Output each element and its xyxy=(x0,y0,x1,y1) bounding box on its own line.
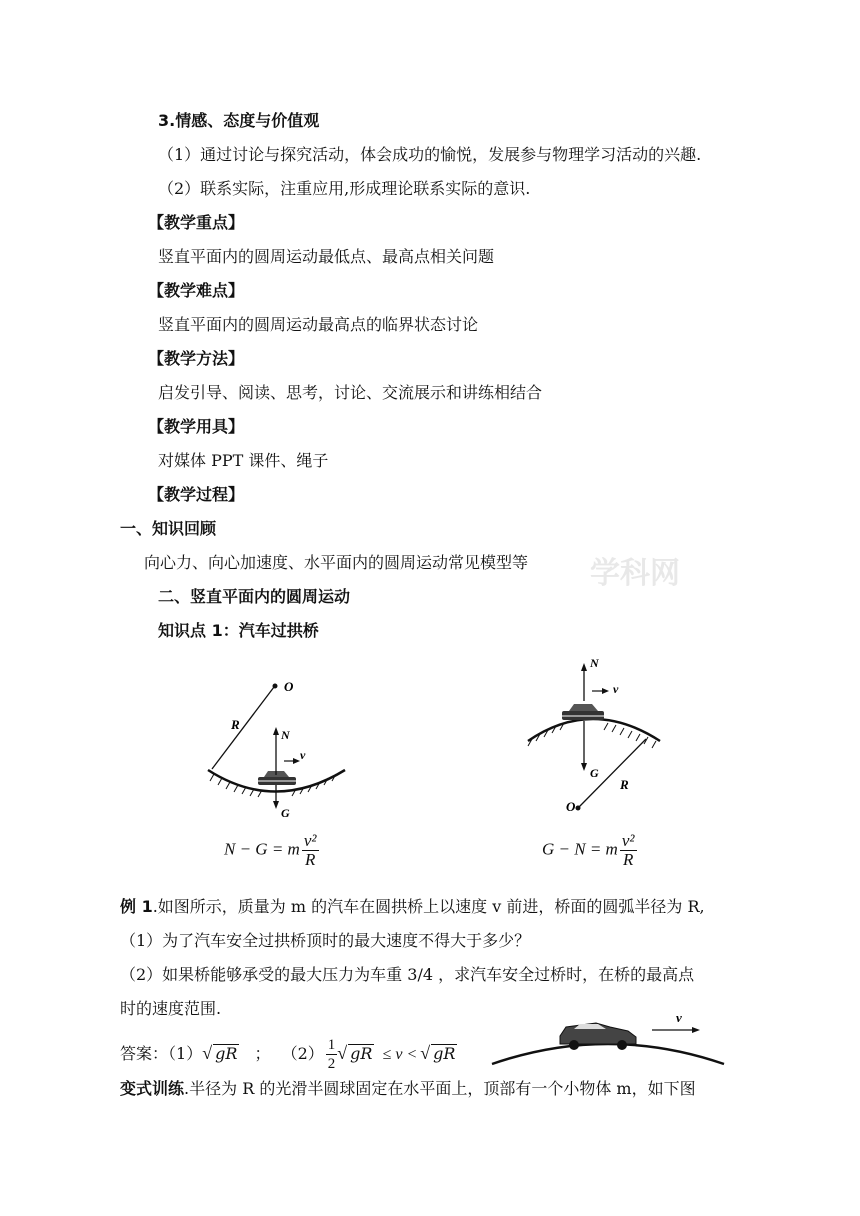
right-label-v: v xyxy=(613,682,619,696)
example1-line xyxy=(120,896,705,918)
example1-q2-line2: 时的速度范围. xyxy=(120,999,222,1018)
example1-q2-line1: （2）如果桥能够承受的最大压力为车重 3/4 ，求汽车安全过桥时，在桥的最高点 xyxy=(120,965,695,984)
left-label-r: R xyxy=(231,717,240,732)
example1-label: 例 1 xyxy=(120,897,153,916)
answer2-prefix: （2） xyxy=(281,1044,324,1063)
part2-heading: 二、竖直平面内的圆周运动 xyxy=(158,587,351,606)
bridge-label-v: v xyxy=(676,1010,682,1025)
car-icon-left xyxy=(258,771,296,785)
process-heading: 【教学过程】 xyxy=(148,485,245,504)
section3-item1: （1）通过讨论与探究活动，体会成功的愉悦，发展参与物理学习活动的兴趣. xyxy=(158,145,702,164)
variant-line xyxy=(120,1078,696,1100)
car-icon-bridge xyxy=(560,1023,636,1050)
answer-sep: ； xyxy=(254,1044,271,1063)
answer2-sqrt-1: gR xyxy=(350,1044,373,1063)
example1-q1: （1）为了汽车安全过拱桥顶时的最大速度不得大于多少？ xyxy=(120,931,531,950)
watermark: 学科网 xyxy=(590,556,680,591)
variant-label: 变式训练 xyxy=(120,1079,185,1098)
equation-right: G − N = m $\frac{\text{v²}}{R}$ xyxy=(542,831,635,869)
right-label-r: R xyxy=(620,777,629,792)
car-icon-right xyxy=(562,704,604,720)
answer2-half: $\frac{1}{2}$ xyxy=(327,1037,336,1072)
right-label-g: G xyxy=(590,766,599,780)
answer2-inequality: ≤ v < xyxy=(382,1046,418,1063)
answer-label: 答案： xyxy=(120,1044,169,1063)
equation-left: N − G = m $\frac{\text{v²}}{R}$ xyxy=(224,831,317,869)
key-points-heading: 【教学重点】 xyxy=(148,213,245,232)
variant-text: .半径为 R 的光滑半圆球固定在水平面上，顶部有一个小物体 m，如下图 xyxy=(184,1079,696,1098)
left-label-o: O xyxy=(284,679,294,694)
right-label-n: N xyxy=(590,656,599,670)
right-label-o: O xyxy=(566,799,576,814)
left-label-g: G xyxy=(281,806,290,820)
answer1-sqrt: gR xyxy=(215,1044,238,1063)
figure-right-diagram xyxy=(520,655,670,815)
section3-item2: （2）联系实际，注重应用,形成理论联系实际的意识. xyxy=(158,179,531,198)
example1-text: .如图所示，质量为 m 的汽车在圆拱桥上以速度 v 前进，桥面的圆弧半径为 R, xyxy=(152,897,705,916)
point1-heading: 知识点 1：汽车过拱桥 xyxy=(158,621,319,640)
answer2-sqrt-2: gR xyxy=(433,1044,456,1063)
methods-text: 启发引导、阅读、思考，讨论、交流展示和讲练相结合 xyxy=(158,383,543,402)
difficulties-heading: 【教学难点】 xyxy=(148,281,245,300)
answer-line: 答案：（1）√ gR ； （2） $\frac{1}{2}$ √ gR ≤ v < √ gR xyxy=(120,1037,456,1072)
section3-heading: 3.情感、态度与价值观 xyxy=(158,111,320,130)
methods-heading: 【教学方法】 xyxy=(148,349,245,368)
difficulties-text: 竖直平面内的圆周运动最高点的临界状态讨论 xyxy=(158,315,479,334)
tools-text: 对媒体 PPT 课件、绳子 xyxy=(158,451,329,470)
tools-heading: 【教学用具】 xyxy=(148,417,245,436)
figure-left-diagram xyxy=(200,665,360,825)
left-label-v: v xyxy=(300,748,306,762)
answer1-prefix: （1） xyxy=(168,1044,203,1063)
part1-heading: 一、知识回顾 xyxy=(120,519,217,538)
part1-text: 向心力、向心加速度、水平面内的圆周运动常见模型等 xyxy=(144,553,529,572)
left-label-n: N xyxy=(281,728,290,742)
bridge-diagram xyxy=(488,1010,728,1066)
key-points-text: 竖直平面内的圆周运动最低点、最高点相关问题 xyxy=(158,247,495,266)
